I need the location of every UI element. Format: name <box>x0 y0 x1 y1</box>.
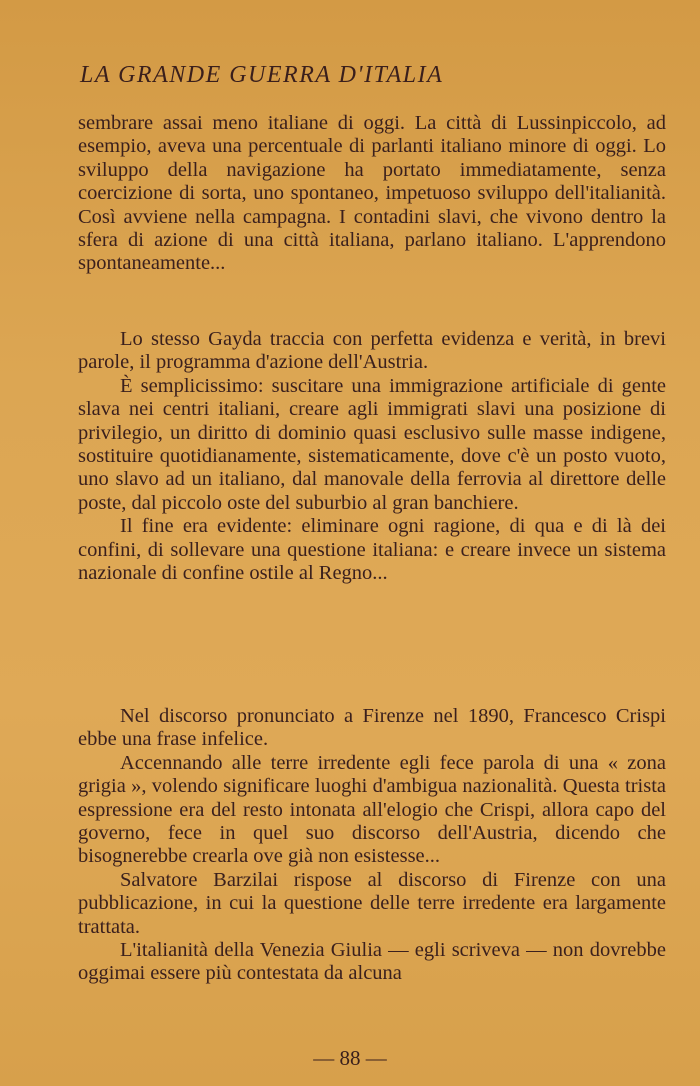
running-title: LA GRANDE GUERRA D'ITALIA <box>80 62 444 88</box>
paragraph: Il fine era evidente: eliminare ogni ragione, di qua e di là dei confini, di sollevare una questione italiana: e creare invece un sistema nazionale di confine ostile al Regno... <box>78 515 666 585</box>
paragraph: Lo stesso Gayda traccia con perfetta evidenza e verità, in brevi parole, il programma d'azione dell'Austria. <box>78 328 666 374</box>
paragraph: È semplicissimo: suscitare una immigrazione artificiale di gente slava nei centri italiani, creare agli immigrati slavi una posizione di privilegio, un diritto di dominio quasi esclusivo sulle masse indigene, sostituire quotidianamente, sistematicamente, dove c'è un posto vuoto, uno slavo ad un italiano, dal manovale della ferrovia al direttore delle poste, dal piccolo oste del suburbio al gran banchiere. <box>78 374 666 514</box>
paragraph: Salvatore Barzilai rispose al discorso di Firenze con una pubblicazione, in cui la questione delle terre irredente era largamente trattata. <box>78 868 666 938</box>
paragraph: L'italianità della Venezia Giulia — egli scriveva — non dovrebbe oggimai essere più contestata da alcuna <box>78 939 666 985</box>
paragraph: Nel discorso pronunciato a Firenze nel 1890, Francesco Crispi ebbe una frase infelice. <box>78 705 666 751</box>
paragraph: sembrare assai meno italiane di oggi. La città di Lussinpiccolo, ad esempio, aveva una percentuale di parlanti italiano minore di oggi. Lo sviluppo della navigazione ha portato immediatamente, senza coercizione di sorta, uno spontaneo, impetuoso sviluppo dell'italianità. Così avviene nella campagna. I contadini slavi, che vivono dentro la sfera di azione di una città italiana, parlano italiano. L'apprendono spontaneamente... <box>78 112 666 275</box>
page-number: — 88 — <box>313 1046 387 1070</box>
text-block-2 <box>78 328 666 585</box>
text-block-3 <box>78 705 666 986</box>
text-block-1 <box>78 112 666 276</box>
paragraph: Accennando alle terre irredente egli fece parola di una « zona grigia », volendo significare luoghi d'ambigua nazionalità. Questa trista espressione era del resto intonata all'elogio che Crispi, allora capo del governo, fece in quel suo discorso dell'Austria, dicendo che bisognerebbe crearla ove già non esistesse... <box>78 751 666 868</box>
